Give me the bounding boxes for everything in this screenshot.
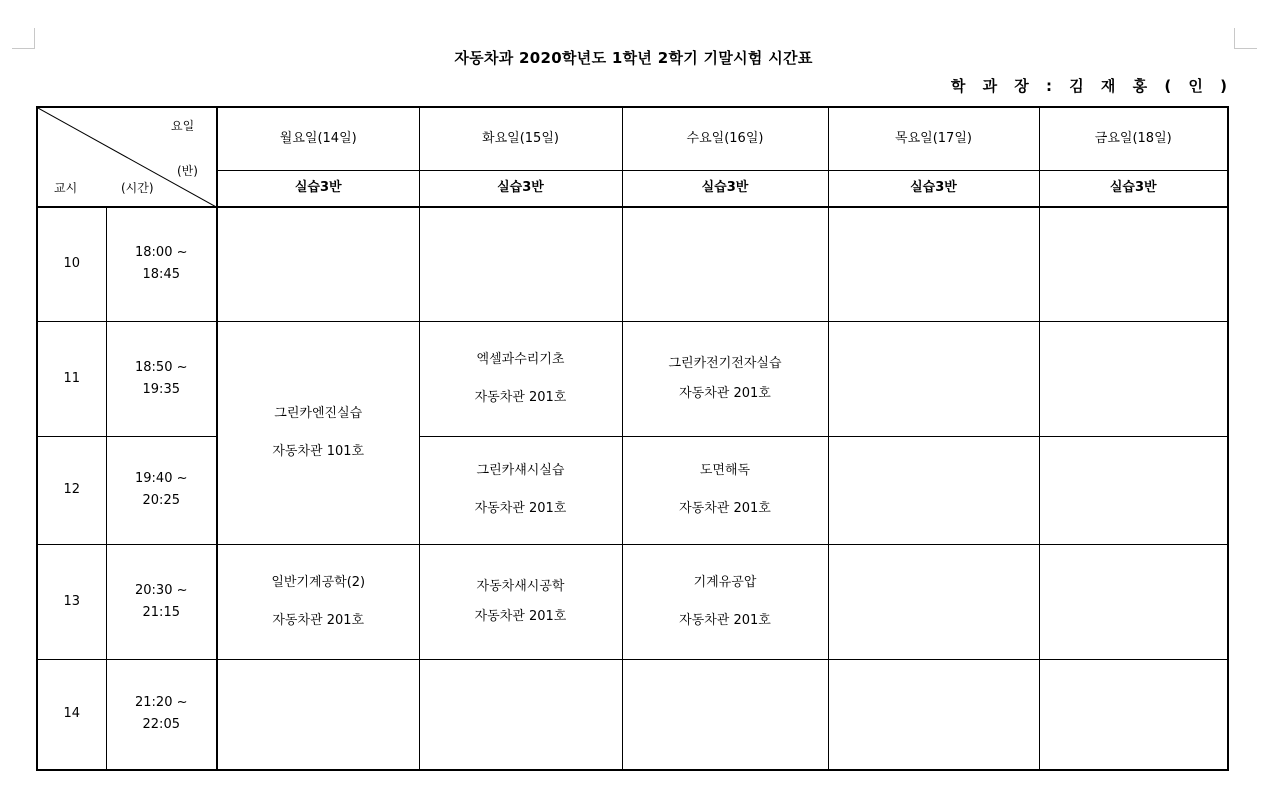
exam-cell-empty <box>419 207 622 321</box>
exam-room: 자동차관 201호 <box>679 385 771 401</box>
day-header-wed: 수요일(16일) <box>622 107 828 170</box>
exam-room: 자동차관 201호 <box>272 612 365 628</box>
exam-cell-empty <box>1039 207 1228 321</box>
period-time-end: 19:35 <box>142 381 180 397</box>
exam-room: 자동차관 201호 <box>474 501 567 516</box>
page-corner-mark-right <box>1234 28 1257 49</box>
period-time-end: 18:45 <box>142 267 180 283</box>
exam-cell-empty <box>828 659 1039 770</box>
period-number: 12 <box>37 436 106 544</box>
exam-cell-mon-11-12 <box>217 321 419 544</box>
exam-subject: 도면해독 <box>699 463 751 478</box>
exam-subject: 그린카섀시실습 <box>476 463 565 478</box>
exam-room: 자동차관 101호 <box>272 443 365 459</box>
period-time-end: 20:25 <box>142 493 180 508</box>
corner-label-day: 요일 <box>171 119 195 133</box>
exam-cell-empty <box>217 659 419 770</box>
exam-subject: 자동차새시공학 <box>476 578 565 594</box>
exam-cell-empty <box>622 659 828 770</box>
exam-cell-empty <box>1039 659 1228 770</box>
exam-cell-empty <box>1039 544 1228 659</box>
exam-subject: 일반기계공학(2) <box>271 574 366 590</box>
corner-label-time: (시간) <box>121 181 154 195</box>
period-time-end: 22:05 <box>142 717 180 733</box>
period-time-end: 21:15 <box>142 604 180 620</box>
day-header-mon: 월요일(14일) <box>217 107 419 170</box>
document-title: 자동차과 2020학년도 1학년 2학기 기말시험 시간표 <box>454 49 813 67</box>
day-header-thu: 목요일(17일) <box>828 107 1039 170</box>
day-header-fri: 금요일(18일) <box>1039 107 1228 170</box>
period-number: 11 <box>37 321 106 436</box>
exam-subject: 기계유공압 <box>693 574 757 590</box>
exam-subject: 엑셀과수리기초 <box>476 351 565 367</box>
exam-cell-wed-11 <box>622 321 828 436</box>
period-number: 14 <box>37 659 106 770</box>
class-header-wed: 실습3반 <box>622 170 828 207</box>
exam-cell-empty <box>217 207 419 321</box>
page-corner-mark-left <box>12 28 35 49</box>
exam-cell-wed-12 <box>622 436 828 544</box>
exam-cell-empty <box>828 544 1039 659</box>
period-time <box>106 659 217 770</box>
exam-timetable <box>36 106 1229 771</box>
period-number: 13 <box>37 544 106 659</box>
period-time-start: 19:40 ~ <box>135 471 188 486</box>
class-header-mon: 실습3반 <box>217 170 419 207</box>
period-time <box>106 321 217 436</box>
exam-subject: 그린카전기전자실습 <box>668 355 782 371</box>
header-corner-cell <box>37 107 217 207</box>
period-time-start: 20:30 ~ <box>135 582 188 598</box>
period-time <box>106 436 217 544</box>
exam-room: 자동차관 201호 <box>679 501 771 516</box>
class-header-tue: 실습3반 <box>419 170 622 207</box>
exam-cell-empty <box>1039 436 1228 544</box>
exam-cell-empty <box>828 436 1039 544</box>
class-header-fri: 실습3반 <box>1039 170 1228 207</box>
exam-cell-wed-13 <box>622 544 828 659</box>
exam-room: 자동차관 201호 <box>474 389 567 405</box>
exam-cell-tue-13 <box>419 544 622 659</box>
exam-room: 자동차관 201호 <box>679 612 771 628</box>
period-time <box>106 544 217 659</box>
exam-cell-tue-11 <box>419 321 622 436</box>
period-number: 10 <box>37 207 106 321</box>
period-time-start: 21:20 ~ <box>135 695 188 711</box>
corner-label-period: 교시 <box>54 181 78 195</box>
exam-cell-empty <box>828 207 1039 321</box>
period-time <box>106 207 217 321</box>
exam-cell-empty <box>622 207 828 321</box>
class-header-thu: 실습3반 <box>828 170 1039 207</box>
exam-cell-empty <box>1039 321 1228 436</box>
day-header-tue: 화요일(15일) <box>419 107 622 170</box>
exam-cell-mon-13 <box>217 544 419 659</box>
exam-subject: 그린카엔진실습 <box>274 405 363 421</box>
department-head-signature: 학 과 장 : 김 재 홍 ( 인 ) <box>950 77 1233 95</box>
corner-label-class: (반) <box>177 164 198 178</box>
period-time-start: 18:50 ~ <box>135 359 188 375</box>
exam-cell-empty <box>828 321 1039 436</box>
exam-cell-tue-12 <box>419 436 622 544</box>
exam-room: 자동차관 201호 <box>474 608 567 624</box>
period-time-start: 18:00 ~ <box>135 245 188 261</box>
exam-cell-empty <box>419 659 622 770</box>
